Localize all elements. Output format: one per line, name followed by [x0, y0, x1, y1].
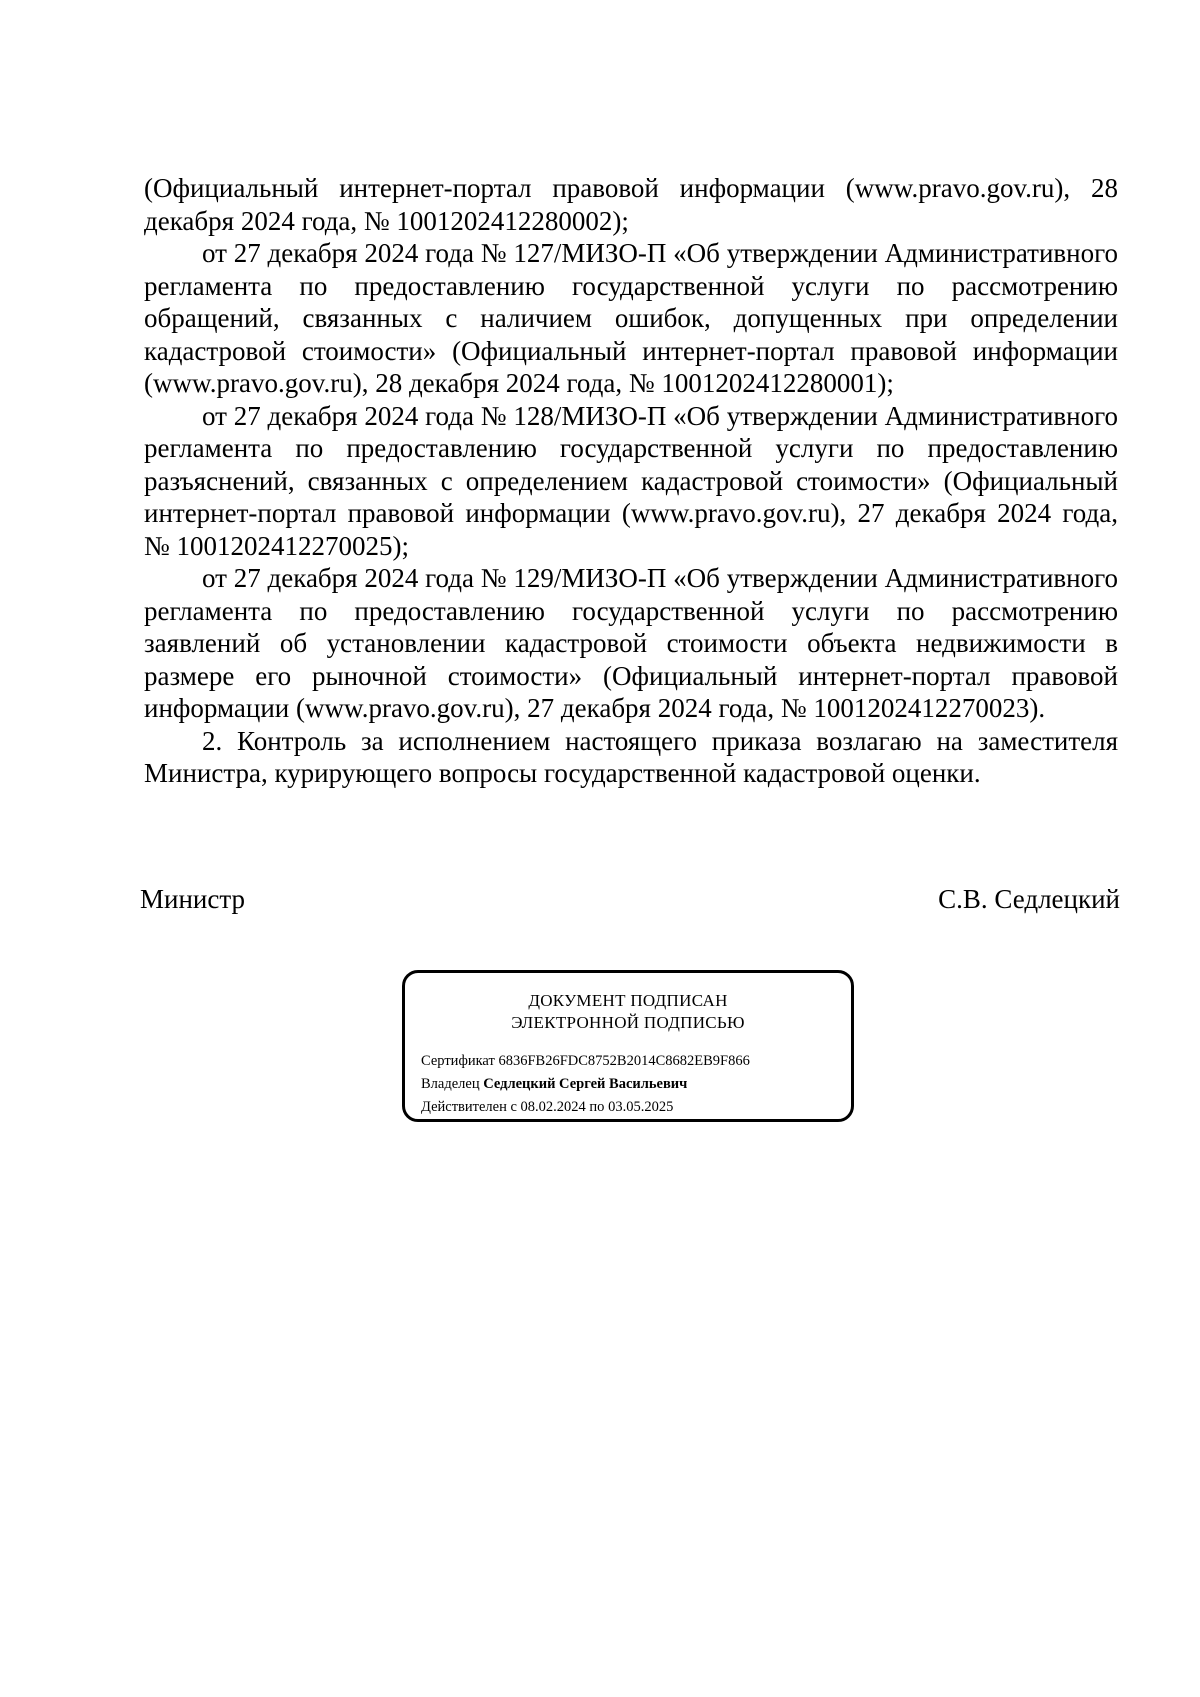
- signature-position: Министр: [140, 884, 245, 914]
- signature-name: С.В. Седлецкий: [938, 884, 1120, 914]
- paragraph-control-clause: 2. Контроль за исполнением настоящего приказа возлагаю на заместителя Министра, курирующего вопросы государственной кадастровой оценки.: [144, 725, 1118, 788]
- document-body: [144, 172, 1118, 790]
- owner-label: Владелец: [421, 1076, 480, 1092]
- valid-to-label: по: [589, 1099, 605, 1115]
- stamp-details: [421, 1050, 750, 1119]
- electronic-signature-stamp: [402, 970, 854, 1122]
- stamp-owner-row: [421, 1073, 750, 1096]
- stamp-validity-row: [421, 1096, 750, 1119]
- stamp-title-line-1: ДОКУМЕНТ ПОДПИСАН: [528, 991, 728, 1010]
- owner-value: Седлецкий Сергей Васильевич: [483, 1076, 688, 1092]
- paragraph-order-128: от 27 декабря 2024 года № 128/МИЗО-П «Об утверждении Административного регламента по предоставлению государственной услуги по предоставлению разъяснений, связанных с определением кадастровой стоимости» (Официальный интернет-портал правовой информации (www.pravo.gov.ru), 27 декабря 2024 года, № 1001202412270025);: [144, 400, 1118, 561]
- valid-from: 08.02.2024: [520, 1099, 586, 1115]
- paragraph-order-127: от 27 декабря 2024 года № 127/МИЗО-П «Об утверждении Административного регламента по предоставлению государственной услуги по рассмотрению обращений, связанных с наличием ошибок, допущенных при определении кадастровой стоимости» (Официальный интернет-портал правовой информации (www.pravo.gov.ru), 28 декабря 2024 года, № 1001202412280001);: [144, 238, 1118, 398]
- stamp-title: [405, 990, 851, 1034]
- valid-to: 03.05.2025: [608, 1099, 674, 1115]
- paragraph-order-129: от 27 декабря 2024 года № 129/МИЗО-П «Об утверждении Административного регламента по предоставлению государственной услуги по рассмотрению заявлений об установлении кадастровой стоимости объекта недвижимости в размере его рыночной стоимости» (Официальный интернет-портал правовой информации (www.pravo.gov.ru), 27 декабря 2024 года, № 1001202412270023).: [144, 563, 1118, 723]
- valid-label: Действителен с: [421, 1099, 517, 1115]
- certificate-label: Сертификат: [421, 1053, 495, 1069]
- certificate-value: 6836FB26FDC8752B2014C8682EB9F866: [498, 1053, 750, 1069]
- paragraph-continuation: (Официальный интернет-портал правовой информации (www.pravo.gov.ru), 28 декабря 2024 года, № 1001202412280002);: [144, 173, 1118, 236]
- stamp-title-line-2: ЭЛЕКТРОННОЙ ПОДПИСЬЮ: [511, 1013, 745, 1032]
- stamp-certificate-row: [421, 1050, 750, 1073]
